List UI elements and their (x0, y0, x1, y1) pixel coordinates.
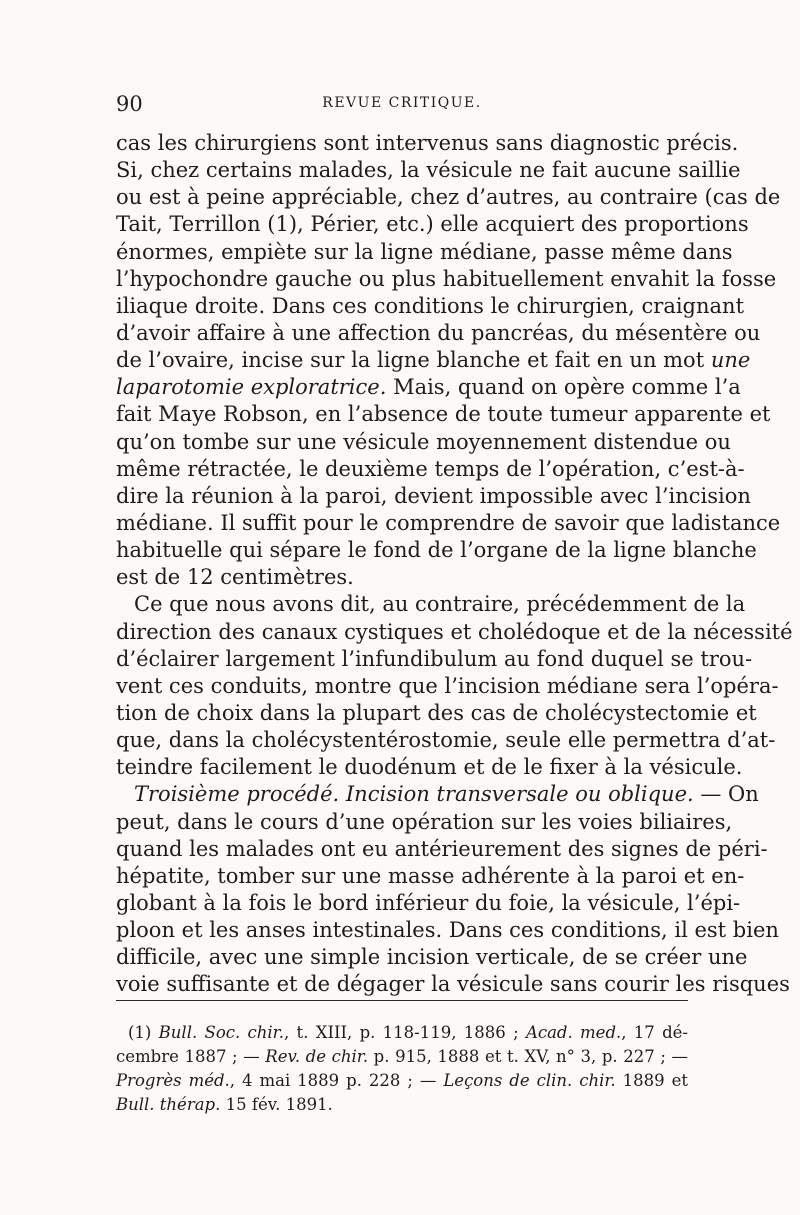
text-segment: , t. XIII, p. 118-119, 1886 ; (284, 1023, 526, 1042)
text-line (116, 293, 745, 320)
text-segment: — On (693, 782, 759, 807)
text-line (116, 863, 745, 890)
italic-text: Troisième procédé. Incision transversale ou oblique. (134, 782, 694, 807)
text-segment: que, dans la cholécystentérostomie, seule elle permettra d’at- (116, 728, 776, 753)
text-line (116, 211, 749, 238)
text-segment: Ce que nous avons dit, au contraire, précédemment de la (134, 592, 746, 617)
text-segment: cembre 1887 ; — (116, 1047, 266, 1066)
text-line (116, 320, 761, 347)
text-segment: l’hypochondre gauche ou plus habituellement envahit la fosse (116, 266, 777, 291)
text-line (116, 239, 733, 266)
text-segment: (1) (128, 1023, 159, 1042)
text-line (116, 347, 751, 374)
footnote (116, 1021, 688, 1117)
text-segment: vent ces conduits, montre que l’incision médiane sera l’opéra- (116, 673, 779, 698)
text-segment: direction des canaux cystiques et cholédoque et de la nécessité (116, 619, 793, 644)
text-segment: qu’on tombe sur une vésicule moyennement distendue ou (116, 429, 731, 454)
text-segment: p. 915, 1888 et t. XV, n° 3, p. 227 ; — (368, 1047, 689, 1066)
text-segment: fait Maye Robson, en l’absence de toute tumeur apparente et (116, 402, 771, 427)
text-line (116, 890, 741, 917)
italic-text: laparotomie exploratrice. (116, 375, 387, 400)
footnote-line (116, 1045, 688, 1069)
text-line (116, 809, 733, 836)
text-segment: teindre facilement le duodénum et de le fixer à la vésicule. (116, 755, 743, 780)
text-segment: médiane. Il suffit pour le comprendre de savoir que ladistance (116, 510, 781, 535)
text-segment: , 4 mai 1889 p. 228 ; — (229, 1071, 444, 1090)
text-segment: est de 12 centimètres. (116, 565, 354, 590)
italic-text: Acad. med. (525, 1023, 622, 1042)
italic-text: Rev. de chir. (265, 1047, 369, 1066)
text-segment: d’avoir affaire à une affection du pancréas, du mésentère ou (116, 320, 761, 345)
text-segment: quand les malades ont eu antérieurement des signes de péri- (116, 836, 768, 861)
text-line (116, 944, 748, 971)
text-segment: Mais, quand on opère comme l’a (386, 375, 741, 400)
text-segment: cas les chirurgiens sont intervenus sans diagnostic précis. (116, 131, 739, 155)
text-line (116, 754, 743, 781)
text-segment: énormes, empiète sur la ligne médiane, passe même dans (116, 239, 733, 264)
text-line (116, 700, 757, 727)
text-segment: Si, chez certains malades, la vésicule ne fait aucune saillie (116, 158, 741, 183)
text-line (116, 591, 746, 618)
italic-text: une (710, 348, 751, 373)
text-line (116, 781, 759, 808)
page-header (116, 92, 688, 122)
text-segment: peut, dans le cours d’une opération sur les voies biliaires, (116, 809, 733, 834)
text-line (116, 673, 779, 700)
text-segment: d’éclairer largement l’infundibulum au fond duquel se trou- (116, 646, 753, 671)
italic-text: Bull. thérap. (116, 1095, 221, 1114)
text-line (116, 619, 793, 646)
text-segment: globant à la fois le bord inférieur du foie, la vésicule, l’épi- (116, 890, 741, 915)
text-segment: même rétractée, le deuxième temps de l’opération, c’est-à- (116, 456, 745, 481)
text-segment: Tait, Terrillon (1), Périer, etc.) elle acquiert des proportions (116, 212, 749, 237)
text-line (116, 184, 781, 211)
text-line (116, 456, 745, 483)
text-segment: , 17 dé- (621, 1023, 689, 1042)
text-segment: iliaque droite. Dans ces conditions le chirurgien, craignant (116, 293, 745, 318)
text-line (116, 266, 777, 293)
text-segment: difficile, avec une simple incision verticale, de se créer une (116, 945, 748, 970)
body-text (116, 130, 793, 999)
italic-text: Progrès méd. (116, 1071, 230, 1090)
text-line (116, 727, 776, 754)
text-line (116, 157, 741, 184)
text-segment: dire la réunion à la paroi, devient impossible avec l’incision (116, 483, 751, 508)
text-segment: tion de choix dans la plupart des cas de cholécystectomie et (116, 700, 757, 725)
footnote-line (116, 1021, 688, 1045)
text-line (116, 483, 751, 510)
text-line (116, 564, 688, 591)
footnote-rule (116, 1000, 688, 1001)
text-segment: de l’ovaire, incise sur la ligne blanche et fait en un mot (116, 348, 711, 373)
text-segment: voie suffisante et de dégager la vésicule sans courir les risques (116, 972, 790, 997)
footnote-line (116, 1093, 688, 1117)
text-line (116, 401, 771, 428)
text-segment: ploon et les anses intestinales. Dans ces conditions, il est bien (116, 918, 779, 943)
text-segment: hépatite, tomber sur une masse adhérente à la paroi et en- (116, 863, 745, 888)
footnote-line (116, 1069, 688, 1093)
text-line (116, 971, 790, 998)
text-line (116, 646, 753, 673)
text-line (116, 130, 739, 157)
text-segment: 1889 et (615, 1071, 688, 1090)
text-line (116, 917, 779, 944)
text-line (116, 374, 741, 401)
text-line (116, 429, 731, 456)
text-line (116, 510, 781, 537)
text-line (116, 836, 768, 863)
text-line (116, 537, 757, 564)
text-segment: habituelle qui sépare le fond de l’organe de la ligne blanche (116, 538, 757, 563)
italic-text: Bull. Soc. chir. (158, 1023, 285, 1042)
italic-text: Leçons de clin. chir. (443, 1071, 616, 1090)
text-segment: ou est à peine appréciable, chez d’autres, au contraire (cas de (116, 185, 781, 210)
page-number: 90 (116, 92, 143, 116)
text-segment: 15 fév. 1891. (220, 1095, 333, 1114)
running-head: REVUE CRITIQUE. (322, 95, 482, 111)
